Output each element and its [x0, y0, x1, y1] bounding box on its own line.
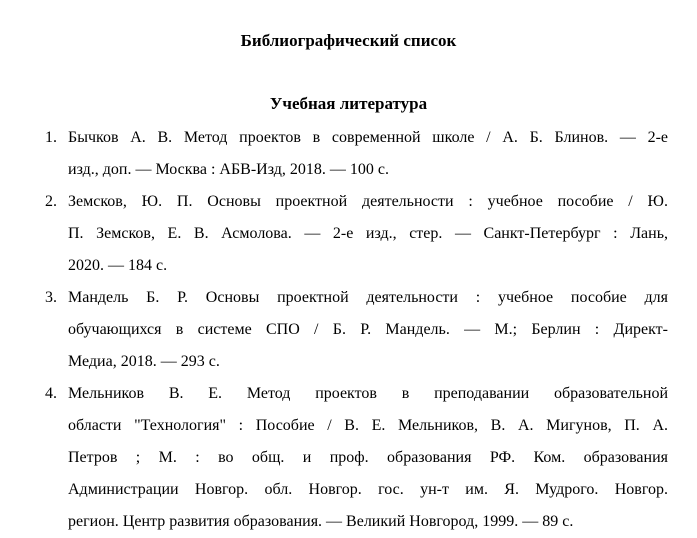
entry-line: обучающихся в системе СПО / Б. Р. Мандель. — М.; Берлин : Директ-	[68, 321, 668, 338]
section-heading: Учебная литература	[269, 94, 428, 113]
entry-line: регион. Центр развития образования. — Великий Новгород, 1999. — 89 с.	[68, 513, 574, 530]
entry-line: Мельников В. Е. Метод проектов в преподавании образовательной	[68, 385, 668, 402]
bibliography-entry	[45, 378, 668, 538]
bibliography-entry	[45, 122, 668, 186]
entry-number: 4.	[45, 385, 57, 402]
bibliography-entry	[45, 282, 668, 378]
document-title: Библиографический список	[240, 31, 457, 50]
entry-line: Земсков, Ю. П. Основы проектной деятельности : учебное пособие / Ю.	[68, 193, 668, 210]
entry-line: Мандель Б. Р. Основы проектной деятельности : учебное пособие для	[68, 289, 668, 306]
entry-line: П. Земсков, Е. В. Асмолова. — 2-е изд., стер. — Санкт-Петербург : Лань,	[68, 225, 668, 242]
bibliography-entry	[45, 186, 668, 282]
entry-line: области "Технология" : Пособие / В. Е. Мельников, В. А. Мигунов, П. А.	[68, 417, 668, 434]
entry-line: Администрации Новгор. обл. Новгор. гос. ун-т им. Я. Мудрого. Новгор.	[68, 481, 668, 498]
bibliography-list	[45, 122, 668, 538]
entry-number: 1.	[45, 129, 57, 146]
entry-line: 2020. — 184 с.	[68, 257, 168, 274]
entry-line: изд., доп. — Москва : АБВ-Изд, 2018. — 100 с.	[68, 161, 389, 178]
entry-number: 3.	[45, 289, 57, 306]
entry-line: Петров ; М. : во общ. и проф. образования РФ. Ком. образования	[68, 449, 668, 466]
entry-line: Бычков А. В. Метод проектов в современной школе / А. Б. Блинов. — 2-е	[68, 129, 668, 146]
entry-number: 2.	[45, 193, 57, 210]
entry-line: Медиа, 2018. — 293 с.	[68, 353, 220, 370]
